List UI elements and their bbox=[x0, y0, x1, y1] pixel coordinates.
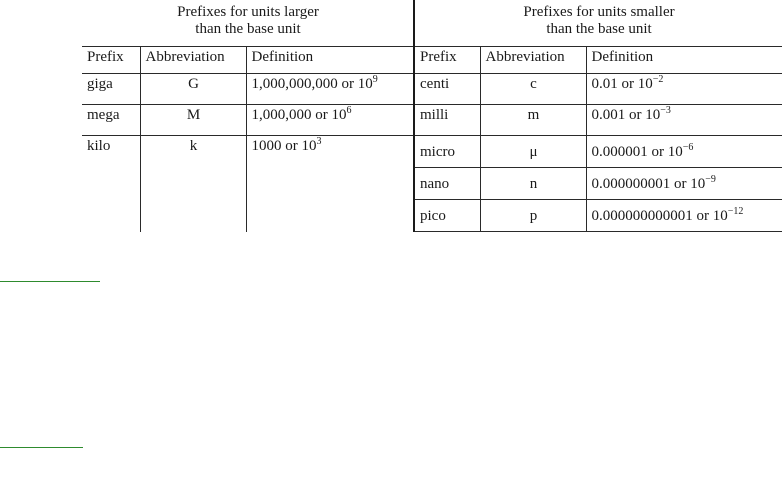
metric-prefix-table bbox=[82, 0, 782, 232]
abbreviation-cell: n bbox=[480, 167, 586, 199]
smaller-heading-line2: than the base unit bbox=[546, 20, 652, 37]
definition-exponent: 3 bbox=[316, 135, 322, 147]
abbreviation-cell: M bbox=[140, 104, 246, 135]
larger-heading-line1: Prefixes for units larger bbox=[177, 4, 319, 20]
green-divider-rule bbox=[0, 447, 83, 448]
definition-exponent: −12 bbox=[727, 206, 744, 218]
definition-cell bbox=[586, 135, 782, 167]
definition-exponent: −3 bbox=[660, 104, 671, 116]
col-header-definition-left: Definition bbox=[246, 46, 414, 73]
abbreviation-cell: k bbox=[140, 135, 246, 231]
definition-exponent: −6 bbox=[682, 142, 694, 154]
definition-cell bbox=[586, 199, 782, 231]
group-header-row bbox=[82, 0, 782, 46]
definition-exponent: −2 bbox=[652, 73, 664, 85]
larger-heading-line2: than the base unit bbox=[195, 20, 301, 37]
definition-cell bbox=[586, 167, 782, 199]
definition-cell bbox=[246, 135, 414, 231]
table-row bbox=[82, 135, 782, 167]
definition-exponent: 6 bbox=[346, 104, 352, 116]
col-header-prefix-right: Prefix bbox=[414, 46, 480, 73]
prefix-cell: giga bbox=[82, 73, 140, 104]
prefix-cell: pico bbox=[414, 199, 480, 231]
green-divider-rule bbox=[0, 281, 100, 282]
larger-prefixes-heading bbox=[82, 0, 414, 46]
definition-cell bbox=[246, 73, 414, 104]
prefix-cell: milli bbox=[414, 104, 480, 135]
abbreviation-cell: p bbox=[480, 199, 586, 231]
definition-exponent: −9 bbox=[705, 174, 716, 186]
definition-base: 0.000001 or 10 bbox=[591, 144, 683, 161]
prefix-cell: nano bbox=[414, 167, 480, 199]
definition-exponent: 9 bbox=[372, 73, 378, 85]
definition-cell bbox=[246, 104, 414, 135]
prefix-cell: kilo bbox=[82, 135, 140, 231]
column-header-row bbox=[82, 46, 782, 73]
definition-base: 0.000000001 or 10 bbox=[591, 176, 706, 193]
table-row bbox=[82, 104, 782, 135]
smaller-heading-line1: Prefixes for units smaller bbox=[523, 4, 675, 20]
col-header-abbreviation-left: Abbreviation bbox=[140, 46, 246, 73]
definition-base: 0.000000000001 or 10 bbox=[591, 208, 728, 225]
abbreviation-cell: G bbox=[140, 73, 246, 104]
col-header-prefix-left: Prefix bbox=[82, 46, 140, 73]
abbreviation-cell: m bbox=[480, 104, 586, 135]
prefix-cell: micro bbox=[414, 135, 480, 167]
col-header-definition-right: Definition bbox=[586, 46, 782, 73]
definition-base: 0.01 or 10 bbox=[591, 75, 653, 92]
prefix-cell: mega bbox=[82, 104, 140, 135]
definition-cell bbox=[586, 104, 782, 135]
col-header-abbreviation-right: Abbreviation bbox=[480, 46, 586, 73]
definition-cell bbox=[586, 73, 782, 104]
definition-base: 1,000,000,000 or 10 bbox=[251, 75, 373, 92]
definition-base: 1000 or 10 bbox=[251, 137, 317, 154]
prefix-cell: centi bbox=[414, 73, 480, 104]
smaller-prefixes-heading bbox=[414, 0, 782, 46]
abbreviation-cell: c bbox=[480, 73, 586, 104]
table-row bbox=[82, 73, 782, 104]
definition-base: 1,000,000 or 10 bbox=[251, 106, 347, 123]
abbreviation-cell: μ bbox=[480, 135, 586, 167]
definition-base: 0.001 or 10 bbox=[591, 106, 661, 123]
